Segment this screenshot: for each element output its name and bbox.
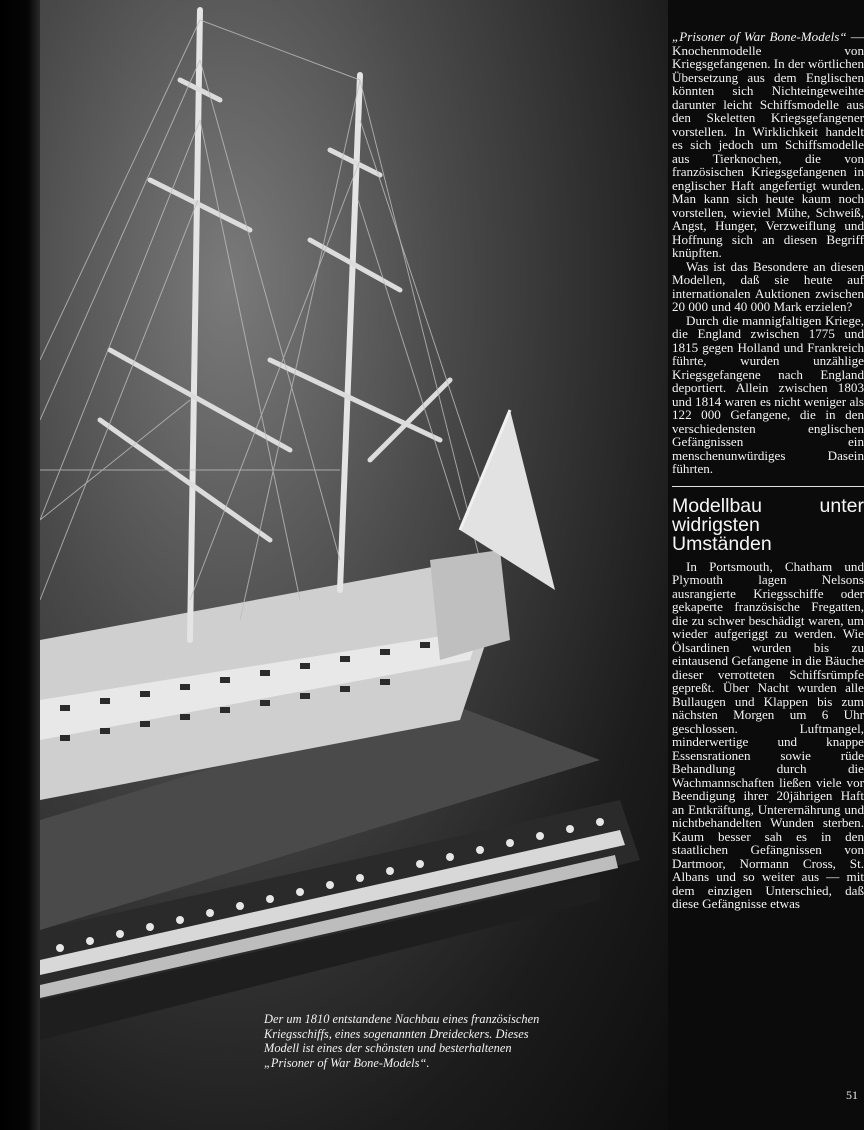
- page-number: 51: [846, 1088, 858, 1102]
- section-heading: Modellbau unter widrigsten Umständen: [672, 486, 864, 554]
- bone-ship-model-illustration: [40, 0, 668, 1130]
- paragraph: In Portsmouth, Chatham und Plymouth lagen Nelsons ausrangierte Kriegsschiffe oder gekaperte französische Fregatten, die zu schwer beschädigt waren, um wieder aufgeriggt zu werden. Wie Ölsardinen wurden bis zu eintausend Gefangene in die Bäuche dieser verrotteten Schiffsrümpfe gepreßt. Über Nacht wurden alle Bullaugen und Klappen bis zum nächsten Morgen um 6 Uhr geschlossen. Luftmangel, minderwertige und knappe Essensrationen sowie rüde Behandlung durch die Wachmannschaften ließen viele vor Beendigung ihrer 20jährigen Haft an Entkräftung, Unterernährung und nichtbehandelten Wunden sterben. Kaum besser sah es in den staatlichen Gefängnissen von Dartmoor, Normann Cross, St. Albans und so weiter aus — mit dem einzigen Unterschied, daß diese Gefängnisse etwas: [672, 558, 864, 911]
- intro-title: „Prisoner of War Bone-Models“: [672, 29, 847, 44]
- paragraph: Durch die mannigfaltigen Kriege, die England zwischen 1775 und 1815 gegen Holland und Frankreich führte, wurden unzählige Kriegsgefangene nach England deportiert. Allein zwischen 1803 und 1814 waren es nicht weniger als 122 000 Gefangene, die in den verschiedensten englischen Gefängnissen ein menschenunwürdiges Dasein führten.: [672, 312, 864, 476]
- article-column: [672, 30, 864, 911]
- caption-text: Der um 1810 entstandene Nachbau eines französischen Kriegsschiffs, eines sogenannten Dreideckers. Dieses Modell ist eines der schönsten und besterhaltenen „Prisoner of War Bone-Models“.: [264, 1012, 540, 1070]
- page-edge: [0, 0, 40, 1130]
- ship-model-photo: [40, 0, 668, 1130]
- paragraph: Was ist das Besondere an diesen Modellen, daß sie heute auf internationalen Auktionen zwischen 20 000 und 40 000 Mark erzielen?: [672, 258, 864, 314]
- intro-text: — Knochenmodelle von Kriegsgefangenen. In der wörtlichen Übersetzung aus dem Englischen könnten sich Nichteingeweihte darunter leicht Schiffsmodelle aus den Skeletten Kriegsgefangener vorstellen. In Wirklichkeit handelt es sich jedoch um Schiffsmodelle aus Tierknochen, die von französischen Kriegsgefangenen in englischer Haft angefertigt wurden. Man kann sich heute kaum noch vorstellen, wieviel Mühe, Schweiß, Angst, Hunger, Verzweiflung und Hoffnung sich an diesen Begriff knüpften.: [672, 29, 864, 260]
- photo-caption: [264, 1012, 564, 1070]
- intro-paragraph: [672, 30, 864, 260]
